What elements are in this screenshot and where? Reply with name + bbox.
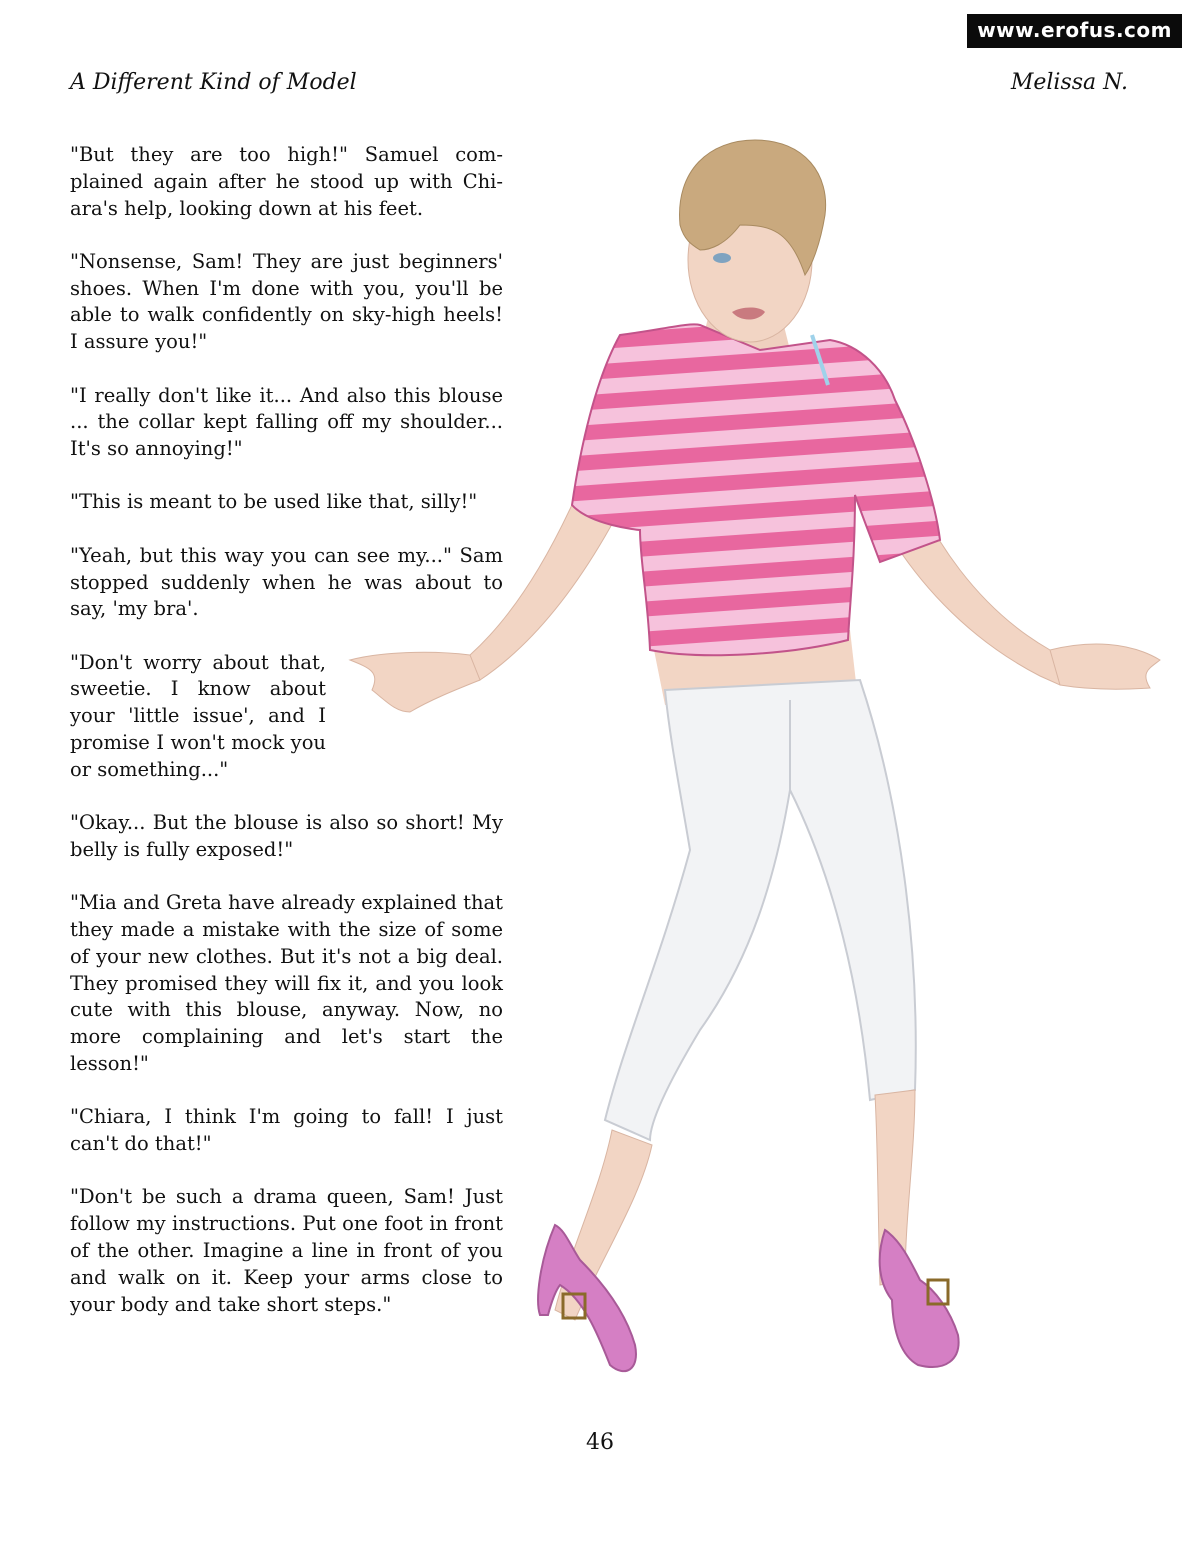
left-eye (713, 253, 731, 263)
pants (605, 680, 916, 1140)
paragraph: "Chiara, I think I'm going to fall! I just can't do that!" (70, 1105, 503, 1156)
paragraph: "Okay... But the blouse is also so short! My belly is fully exposed!" (70, 811, 503, 861)
paragraph: "Nonsense, Sam! They are just beginners' shoes. When I'm done with you, you'll be able to walk confidently on sky-high heels! I assure you!" (70, 249, 503, 354)
paragraph: "This is meant to be used like that, silly!" (70, 490, 478, 514)
striped-blouse (572, 324, 940, 655)
paragraph: "But they are too high!" Samuel com-plained again after he stood up with Chi-ara's help, looking down at his feet. (70, 143, 503, 220)
paragraph: "I really don't like it... And also this blouse ... the collar kept falling off my shoulder... It's so annoying!" (70, 383, 503, 461)
paragraph: "Mia and Greta have already explained that they made a mistake with the size of some of your new clothes. But it's not a big deal. They promised they will fix it, and you look cute with this blouse, anyway. Now, no more complaining and let's start the lesson!" (70, 891, 503, 1076)
right-hand (1050, 644, 1160, 689)
paragraph: "Don't be such a drama queen, Sam! Just follow my instructions. Put one foot in front of the other. Imagine a line in front of you and walk on it. Keep your arms close to your body and take short steps." (70, 1185, 503, 1316)
paragraph: "Don't worry about that, sweetie. I know about your 'little issue', and I promise I won't mock you or something..." (70, 650, 326, 781)
page-number: 46 (586, 1430, 614, 1455)
left-hand (350, 652, 480, 712)
running-title: A Different Kind of Model (70, 70, 357, 95)
character-illustration (330, 130, 1180, 1390)
watermark: www.erofus.com (967, 14, 1182, 48)
paragraph: "Yeah, but this way you can see my..." Sam stopped suddenly when he was about to say, 'my bra'. (70, 543, 503, 621)
author-name: Melissa N. (1010, 70, 1128, 95)
